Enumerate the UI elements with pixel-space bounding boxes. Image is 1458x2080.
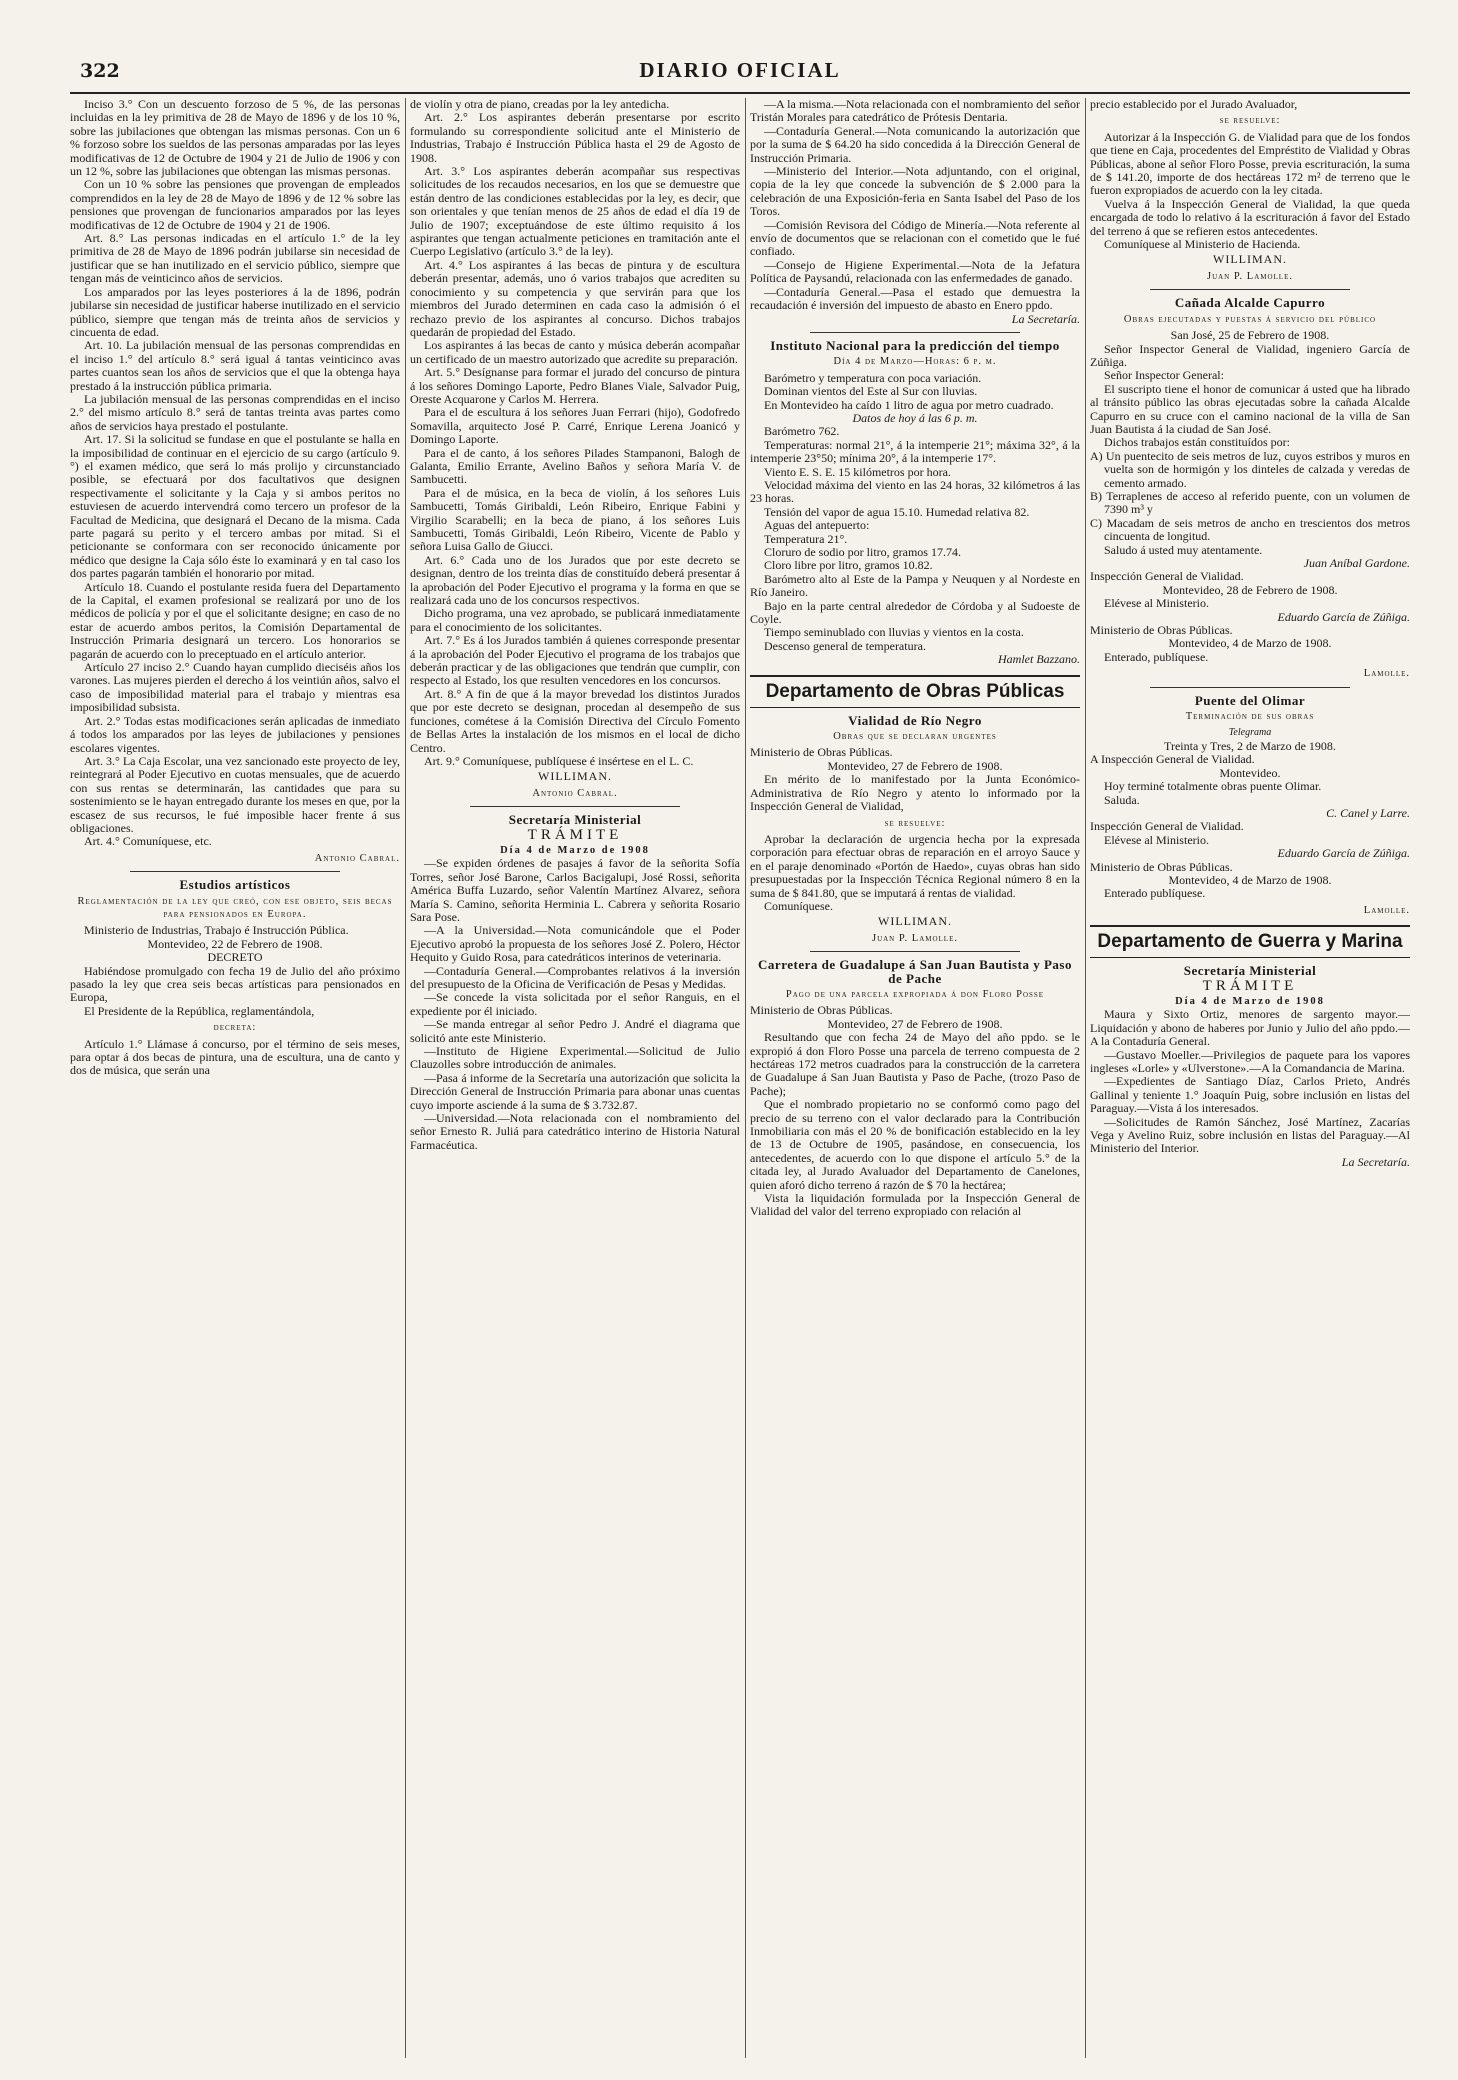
signature: Eduardo García de Zúñiga. — [1277, 609, 1410, 624]
department-heading: Departamento de Obras Públicas — [750, 675, 1080, 708]
section-heading: Carretera de Guadalupe á San Juan Bautista y Paso de Pache — [758, 957, 1072, 986]
signature: C. Canel y Larre. — [1326, 805, 1410, 820]
paragraph: Viento E. S. E. 15 kilómetros por hora. — [764, 464, 951, 479]
paragraph: Barómetro alto al Este de la Pampa y Neuquen y al Nordeste en Río Janeiro. — [750, 571, 1080, 600]
paragraph: Velocidad máxima del viento en las 24 horas, 32 kilómetros á las 23 horas. — [750, 477, 1080, 506]
paragraph: Artículo 1.° Llámase á concurso, por el término de seis meses, para optar á dos becas de pintura, una de escultura, una de canto y dos de música, que serán una — [70, 1036, 400, 1078]
signature: Antonio Cabral. — [314, 852, 400, 864]
paragraph: Para el de canto, á los señores Pilades Stampanoni, Balogh de Galanta, Emilio Errante, Avelino Baños y señora María V. de Sambucetti. — [410, 445, 740, 487]
list-item: B) Terraplenes de acceso al referido puente, con un volumen de 7390 m³ y — [1090, 488, 1410, 517]
signature: Juan P. Lamolle. — [1206, 270, 1293, 282]
paragraph: —Consejo de Higiene Experimental.—Nota de la Jefatura Política de Paysandú, relacionada con las enfermedades de ganado. — [750, 257, 1080, 286]
paragraph: Cloruro de sodio por litro, gramos 17.74. — [764, 545, 961, 559]
paragraph: Artículo 18. Cuando el postulante resida fuera del Departamento de la Capital, el examen profesional se realizará por uno de los médicos de policía y por el que el solicitante designe; en caso de no estar de acuerdo ambos peritos, la Comisión Departamental de Instrucción Primaria designará un tercero. Los honorarios se pagarán de acuerdo con lo preceptuado en el artículo anterior. — [70, 579, 400, 661]
signature: WILLIMAN. — [538, 769, 612, 784]
section-heading: Secretaría Ministerial — [508, 812, 642, 828]
paragraph: Art. 2.° Los aspirantes deberán presentarse por escrito formulando su correspondiente solicitud ante el Ministerio de Industrias, Trabajo é Instrucción Pública hasta el 29 de Agosto de 1908. — [410, 110, 740, 165]
paragraph: Temperatura 21°. — [764, 531, 848, 546]
paragraph: Hoy terminé totalmente obras puente Olimar. — [1104, 779, 1322, 794]
telegram-label: Telegrama — [1228, 727, 1272, 739]
list-item: C) Macadam de seis metros de ancho en trescientos dos metros cincuenta de longitud. — [1090, 515, 1410, 544]
signature: Eduardo García de Zúñiga. — [1277, 846, 1410, 861]
section-subheading: Pago de una parcela expropiada á don Floro Posse — [785, 988, 1045, 1000]
divider — [1150, 687, 1350, 688]
paragraph: Descenso general de temperatura. — [764, 638, 926, 653]
section-subheading: Terminación de sus obras — [1185, 711, 1315, 723]
paragraph: El Presidente de la República, reglamentándola, — [84, 1003, 315, 1018]
paragraph: —Gustavo Moeller.—Privilegios de paquete para los vapores ingleses «Lorle» y «Ulverstone».—A la Comandancia de Marina. — [1090, 1047, 1410, 1075]
paragraph: Vuelva á la Inspección General de Vialidad, la que queda encargada de todo lo relativo á la escrituración á favor del Estado del terreno á que se refieren estos antecedentes. — [1090, 196, 1410, 238]
paragraph: Art. 17. Si la solicitud se fundase en que el postulante se halla en la imposibilidad de continuar en el ejercicio de su cargo (artículo 9.°) el examen médico, que será lo más prolijo y circunstanciado posible, se efectuará por dos facultativos que designen respectivamente el solicitante y la Caja y si ambos peritos no estuviesen de acuerdo intervendrá como tercero un profesor de la Facultad de Medicina, que designará el Decano de la misma. Cada parte pagará su perito y el tercero ambas por mitad. Si el peticionante se conformara con ser reconocido únicamente por médico que designe la Caja sólo éste lo examinará y en tal caso los dos partes pagarán también el honorario por mitad. — [70, 432, 400, 581]
paragraph: Tiempo seminublado con lluvias y vientos en la costa. — [764, 625, 1024, 640]
section-heading: Puente del Olimar — [1194, 692, 1306, 708]
paragraph: —Contaduría General.—Pasa el estado que demuestra la recaudación é inversión del impuesto de abasto en Enero ppdo. — [750, 284, 1080, 313]
signature: Hamlet Bazzano. — [998, 652, 1080, 667]
paragraph: Art. 3.° La Caja Escolar, una vez sancionado este proyecto de ley, reintegrará al Poder Ejecutivo en cuotas mensuales, que de acuerdo con sus rentas se determinarán, las cantidades que para su sostenimiento se le hayan entregado durante los meses en que, por la escasez de sus recursos, le fué imposible hacer frente á sus obligaciones. — [70, 753, 400, 835]
paragraph: En mérito de lo manifestado por la Junta Económico-Administrativa de Río Negro y atento lo informado por la Inspección General de Vialidad, — [750, 772, 1080, 814]
paragraph: Ministerio de Obras Públicas. — [750, 1003, 893, 1018]
divider — [810, 332, 1020, 333]
section-heading: Instituto Nacional para la predicción del tiempo — [770, 337, 1060, 353]
date-heading: Día 4 de Marzo de 1908 — [500, 844, 650, 856]
paragraph: Aguas del antepuerto: — [764, 518, 870, 533]
paragraph: Art. 8.° A fin de que á la mayor brevedad los distintos Jurados que por este decreto se designan, procedan al desempeño de sus funciones, cométese á la Comisión Directiva del Círculo Fomento de Bellas Artes la instalación de los mismos en el local de dicho Centro. — [410, 686, 740, 755]
decree-label: DECRETO — [207, 950, 263, 965]
paragraph: —Pasa á informe de la Secretaría una autorización que solicita la Dirección General de Instrucción Primaria para abonar unas cuentas cuyo importe asciende á la suma de $ 3.732.87. — [410, 1070, 740, 1112]
decreta-label: decreta: — [213, 1022, 257, 1034]
paragraph: Con un 10 % sobre las pensiones que provengan de empleados comprendidos en la ley de 28 de Mayo de 1896 y de 12 % sobre las pensiones que provengan de funcionarios amparados por las leyes modificativas de 12 de Octubre de 1904 y 21 de 1906. — [70, 177, 400, 232]
paragraph: —Instituto de Higiene Experimental.—Solicitud de Julio Clauzolles sobre introducción de animales. — [410, 1044, 740, 1072]
paragraph: Art. 6.° Cada uno de los Jurados que por este decreto se designan, dentro de los treinta días de constituído deberá presentar á la aprobación del Poder Ejecutivo el programa y la forma en que se realizará cada uno de los concursos respectivos. — [410, 552, 740, 608]
paragraph: Art. 4.° Los aspirantes á las becas de pintura y de escultura deberán presentar, además, uno ó varios trabajos que acrediten su conocimiento y su competencia y que servirán para que los miembros del Jurado determinen en cada caso la admisión ó el rechazo previo de los aspirantes al concurso. Dichos trabajos quedarán de propiedad del Estado. — [410, 257, 740, 339]
divider — [470, 806, 680, 807]
dateline: Montevideo, 27 de Febrero de 1908. — [827, 1016, 1003, 1031]
paragraph: Art. 9.° Comuníquese, publíquese é insértese en el L. C. — [424, 753, 694, 768]
paragraph: Art. 10. La jubilación mensual de las personas comprendidas en el inciso 1.° del artículo 8.° será igual á tantas veinticinco avas partes cuantos sean los años de servicios que el que la obtenga haya prestado á la instrucción pública primaria. — [70, 338, 400, 393]
paragraph: Barómetro 762. — [764, 424, 840, 439]
paragraph: Ministerio de Obras Públicas. — [750, 745, 893, 760]
paragraph: —A la Universidad.—Nota comunicándole que el Poder Ejecutivo aprobó la propuesta de los señores José Z. Polero, Héctor Hequito y Guido Rosa, para catedráticos interinos de veterinaria. — [410, 923, 740, 965]
paragraph: Art. 7.° Es á los Jurados también á quienes corresponde presentar á la aprobación del Poder Ejecutivo el programa de los trabajos que deberán practicar y de las obligaciones que tendrán que cumplir, con respecto al Estado, los que resulten vencedores en los concursos. — [410, 633, 740, 688]
paragraph: Inciso 3.° Con un descuento forzoso de 5 %, de las personas incluidas en la ley primitiva de 28 de Mayo de 1896 y de los 10 %, sobre las jubilaciones que obtengan las mismas personas. Con un 6 % forzoso sobre los sueldos de las personas amparadas por las leyes modificativas de 12 de Octubre de 1904 y 21 de Julio de 1906 y con un 12 %, sobre las jubilaciones que obtengan las mismas personas. — [70, 98, 400, 179]
paragraph: Inspección General de Vialidad. — [1090, 819, 1244, 834]
paragraph: Temperaturas: normal 21°, á la intemperie 21°; máxima 32°, á la intemperie 23°50; mínima 20°, á la intemperie 17°. — [750, 437, 1080, 466]
paragraph: El suscripto tiene el honor de comunicar á usted que ha librado al tránsito público las obras ejecutadas sobre la cañada Alcalde Capurro en su cruce con el camino nacional de la villa de San Juan Bautista á la ciudad de San José. — [1090, 381, 1410, 436]
dateline: Montevideo, 27 de Febrero de 1908. — [827, 758, 1003, 773]
section-heading: Estudios artísticos — [179, 877, 291, 893]
section-subheading: Reglamentación de la ley que creó, con ese objeto, seis becas para pensionados en Europa. — [77, 895, 393, 920]
paragraph: Los aspirantes á las becas de canto y música deberán acompañar un certificado de un maestro autorizado que acredite su preparación. — [410, 338, 740, 366]
column-4 — [1090, 98, 1410, 2058]
tramite-heading: TRÁMITE — [1202, 977, 1298, 994]
department-heading: Departamento de Guerra y Marina — [1090, 925, 1410, 958]
signature: WILLIMAN. — [878, 914, 952, 929]
paragraph: Resultando que con fecha 24 de Mayo del año ppdo. se le expropió á don Floro Posse una parcela de terreno compuesta de 2 hectáreas 172 metros cuadrados para la construcción de la carretera de Guadalupe á San Juan Bautista y Paso de Pache, (trozo Paso de Pache); — [750, 1030, 1080, 1098]
paragraph: precio establecido por el Jurado Avaluador, — [1090, 98, 1298, 111]
paragraph: —Solicitudes de Ramón Sánchez, José Martínez, Zacarías Vega y Avelino Ruiz, sobre inclusión en listas del Paraguay.—Al Ministerio del Interior. — [1090, 1114, 1410, 1156]
paragraph: Ministerio de Obras Públicas. — [1090, 623, 1233, 638]
paragraph: —Se concede la vista solicitada por el señor Ranguis, en el expediente por él iniciado. — [410, 990, 740, 1018]
dateline: Montevideo, 28 de Febrero de 1908. — [1162, 582, 1338, 597]
paragraph: Dominan vientos del Este al Sur con lluvias. — [764, 384, 978, 399]
dateline: Montevideo, 4 de Marzo de 1908. — [1168, 636, 1332, 651]
signature: La Secretaría. — [1011, 311, 1080, 326]
paragraph: Dichos trabajos están constituídos por: — [1104, 435, 1290, 450]
paragraph: Para el de música, en la beca de violín, á los señores Luis Sambucetti, Tomás Giribaldi, León Ribeiro, Enrique Fabini y Virgilio Scarabelli; en la beca de piano, á los señores Luis Sambucetti, Tomás Giribaldi, León Ribeiro, Vicente de Pablo y señora Luisa Gallo de Giucci. — [410, 485, 740, 554]
resuelve-label: se resuelve: — [1219, 115, 1281, 127]
signature: Juan P. Lamolle. — [871, 932, 958, 944]
column-2 — [410, 98, 740, 2058]
paragraph: Señor Inspector General: — [1104, 368, 1224, 383]
paragraph: —Ministerio del Interior.—Nota adjuntando, con el original, copia de la ley que concede la subvención de $ 2.000 para la celebración de una Exposición-feria en Santa Isabel del Paso de los Toros. — [750, 164, 1080, 219]
paragraph: Aprobar la declaración de urgencia hecha por la expresada corporación para efectuar obras de reparación en el arroyo Sauce y en el paraje denominado «Portón de Haedo», cuyas obras han sido presupuestadas por la Inspección Técnica Regional número 8 en la suma de $ 841.80, que se imputará á rentas de vialidad. — [750, 831, 1080, 900]
paragraph: Para el de escultura á los señores Juan Ferrari (hijo), Godofredo Somavilla, arquitecto José P. Carré, Enrique Lerena Joanicó y Domingo Laporte. — [410, 405, 740, 447]
paragraph: —Contaduría General.—Comprobantes relativos á la inversión del presupuesto de la Oficina de Verificación de Pesas y Medidas. — [410, 963, 740, 991]
paragraph: Art. 4.° Comuníquese, etc. — [84, 834, 212, 849]
paragraph: Habiéndose promulgado con fecha 19 de Julio del año próximo pasado la ley que crea seis becas artísticas para pensionados en Europa, — [70, 963, 400, 1005]
divider — [1150, 289, 1350, 290]
section-subheading: Obras que se declaran urgentes — [833, 731, 997, 743]
paragraph: Bajo en la parte central alrededor de Córdoba y al Sudoeste de Coyle. — [750, 598, 1080, 627]
paragraph: —Se expiden órdenes de pasajes á favor de la señorita Sofía Torres, señor José Barone, Carlos Bacigalupi, José Rossi, señorita América Buffa Luzardo, señor Valentín Martínez Alvarez, señora María S. Camino, señorita Herminia L. Cabrera y señorita Rosario Sara Pose. — [410, 856, 740, 924]
paragraph: A Inspección General de Vialidad. — [1090, 752, 1255, 767]
dateline: Montevideo, 22 de Febrero de 1908. — [147, 936, 323, 951]
list-item: A) Un puentecito de seis metros de luz, cuyos estribos y muros en vuelta son de hormigón y los dinteles de calzada y veredas de cemento armado. — [1090, 448, 1410, 490]
paragraph: —Se manda entregar al señor Pedro J. André el diagrama que solicitó ante este Ministerio. — [410, 1017, 740, 1045]
column-3 — [750, 98, 1080, 2058]
paragraph: Art. 3.° Los aspirantes deberán acompañar sus respectivas solicitudes de los recaudos necesarios, en los que se demuestre que están dentro de las condiciones establecidas por la ley, es decir, que son orientales y que tenían menos de 25 años de edad el día 19 de Julio de 1907; exceptuándose de este último requisito á los aspirantes que tengan actualmente peticiones en tramitación ante el Cuerpo Legislativo (artículo 3.° de la ley). — [410, 164, 740, 259]
divider — [810, 951, 1020, 952]
section-subheading: Obras ejecutadas y puestas á servicio del público — [1123, 313, 1377, 325]
dateline: Treinta y Tres, 2 de Marzo de 1908. — [1164, 738, 1336, 753]
section-heading: Cañada Alcalde Capurro — [1174, 295, 1326, 311]
tramite-heading: TRÁMITE — [527, 826, 623, 843]
date-heading: Día 4 de Marzo de 1908 — [1175, 995, 1325, 1007]
signature: Juan Aníbal Gardone. — [1303, 556, 1410, 570]
section-heading: Secretaría Ministerial — [1183, 963, 1317, 979]
signature: Lamolle. — [1363, 668, 1410, 680]
resuelve-label: se resuelve: — [884, 817, 946, 829]
paragraph: Art. 5.° Desígnanse para formar el jurado del concurso de pintura á los señores Domingo Laporte, Pedro Blanes Viale, Salvador Puig, Oreste Acquarone y Carlos M. Herrera. — [410, 365, 740, 406]
paragraph: —Universidad.—Nota relacionada con el nombramiento del señor Ernesto R. Juliá para catedrático interino de Historia Natural Farmacéutica. — [410, 1111, 740, 1152]
dateline: San José, 25 de Febrero de 1908. — [1170, 328, 1330, 343]
paragraph: Señor Inspector General de Vialidad, ingeniero García de Zúñiga. — [1090, 341, 1410, 369]
paragraph: Enterado, publíquese. — [1104, 649, 1209, 664]
paragraph: Cloro libre por litro, gramos 10.82. — [764, 558, 933, 573]
paragraph: Artículo 27 inciso 2.° Cuando hayan cumplido dieciséis años los varones. Las mujeres pierden el derecho á los veintiún años, salvo el caso de imposibilidad material para el trabajo y mientras esa imposibilidad subsista. — [70, 660, 400, 715]
paragraph: Elévese al Ministerio. — [1104, 596, 1209, 611]
paragraph: —A la misma.—Nota relacionada con el nombramiento del señor Tristán Morales para catedrático de Prótesis Dentaria. — [750, 98, 1080, 125]
column-1 — [70, 98, 400, 2058]
newspaper-title: DIARIO OFICIAL — [639, 58, 841, 82]
paragraph: En Montevideo ha caído 1 litro de agua por metro cuadrado. — [764, 397, 1054, 412]
paragraph: Maura y Sixto Ortiz, menores de sargento mayor.—Liquidación y abono de haberes por Junio y Julio del año ppdo.—A la Contaduría General. — [1090, 1007, 1410, 1049]
paragraph: Inspección General de Vialidad. — [1090, 569, 1244, 584]
paragraph: —Comisión Revisora del Código de Minería.—Nota referente al envío de documentos que se relacionan con el cometido que le fué confiado. — [750, 217, 1080, 259]
paragraph: Barómetro y temperatura con poca variación. — [764, 370, 982, 385]
paragraph: Comuníquese. — [764, 898, 833, 913]
paragraph: —Expedientes de Santiago Díaz, Carlos Prieto, Andrés Gallinal y teniente 1.° Joaquín Puig, sobre inclusión en listas del Paraguay.—Vista á los interesados. — [1090, 1074, 1410, 1116]
paragraph: Enterado publíquese. — [1104, 886, 1206, 901]
page-number: 322 — [80, 60, 120, 82]
signature: WILLIMAN. — [1213, 252, 1287, 267]
signature: Antonio Cabral. — [532, 787, 618, 799]
paragraph: Que el nombrado propietario no se conformó como pago del precio de su terreno con el valor declarado para la Contribución Inmobiliaria con más el 20 % de bonificación establecido en la ley de 13 de Octubre de 1905, pasándose, en consecuencia, los antecedentes, de acuerdo con lo que dispone el artículo 5.° de la citada ley, al Jurado Avaluador del Departamento de Canelones, quien aforó dicho terreno á razón de $ 70 la hectárea; — [750, 1097, 1080, 1192]
paragraph: Vista la liquidación formulada por la Inspección General de Vialidad del valor del terreno expropiado con relación al — [750, 1191, 1080, 1219]
paragraph: Elévese al Ministerio. — [1104, 832, 1209, 847]
paragraph: Autorizar á la Inspección G. de Vialidad para que de los fondos que tiene en Caja, procedentes del Empréstito de Vialidad y Obras Públicas, abone al señor Floro Posse, previa escrituración, la suma de $ 141.20, importe de dos hectáreas 172 m² de terreno que le fueron expropiados de acuerdo con la ley citada. — [1090, 129, 1410, 198]
section-heading: Vialidad de Río Negro — [848, 712, 982, 728]
paragraph: —Contaduría General.—Nota comunicando la autorización que por la suma de $ 64.20 ha sido concedida á la Dirección General de Instrucción Primaria. — [750, 123, 1080, 165]
paragraph: Art. 2.° Todas estas modificaciones serán aplicadas de inmediato á todos los amparados por las leyes de jubilaciones y pensiones escolares vigentes. — [70, 713, 400, 755]
paragraph: Dicho programa, una vez aprobado, se publicará inmediatamente para el conocimiento de los solicitantes. — [410, 606, 740, 634]
paragraph: Los amparados por las leyes posteriores á la de 1896, podrán jubilarse sin necesidad de justificar haberse inutilizado en el servicio público, siempre que tengan más de treinta años de servicios y cincuenta de edad. — [70, 284, 400, 339]
divider — [130, 871, 340, 872]
paragraph: Tensión del vapor de agua 15.10. Humedad relativa 82. — [764, 504, 1030, 519]
paragraph: Saluda. — [1104, 792, 1140, 807]
paragraph: Art. 8.° Las personas indicadas en el artículo 1.° de la ley primitiva de 28 de Mayo de 1896 podrán jubilarse sin necesidad de justificar que se han inutilizado en el servicio público, siempre que tengan más de veinticinco años de servicios. — [70, 231, 400, 286]
data-heading: Datos de hoy á las 6 p. m. — [852, 410, 978, 425]
signature: Lamolle. — [1363, 904, 1410, 916]
page-header — [70, 58, 1410, 94]
date-heading: Día 4 de Marzo—Horas: 6 p. m. — [833, 356, 997, 368]
dateline: Montevideo, 4 de Marzo de 1908. — [1168, 872, 1332, 887]
newspaper-page — [70, 58, 1410, 2058]
paragraph: Ministerio de Industrias, Trabajo é Instrucción Pública. — [84, 923, 349, 938]
paragraph: Comuníquese al Ministerio de Hacienda. — [1104, 237, 1301, 252]
paragraph: de violín y otra de piano, creadas por la ley antedicha. — [410, 98, 670, 111]
paragraph: Ministerio de Obras Públicas. — [1090, 859, 1233, 874]
paragraph: Saludo á usted muy atentamente. — [1104, 542, 1263, 557]
paragraph: Montevideo. — [1219, 765, 1281, 780]
signature: La Secretaría. — [1341, 1154, 1410, 1169]
paragraph: La jubilación mensual de las personas comprendidas en el inciso 2.° del mismo artículo 8.° será de tantas treinta avas partes como años de servicios haya prestado el postulante. — [70, 391, 400, 433]
